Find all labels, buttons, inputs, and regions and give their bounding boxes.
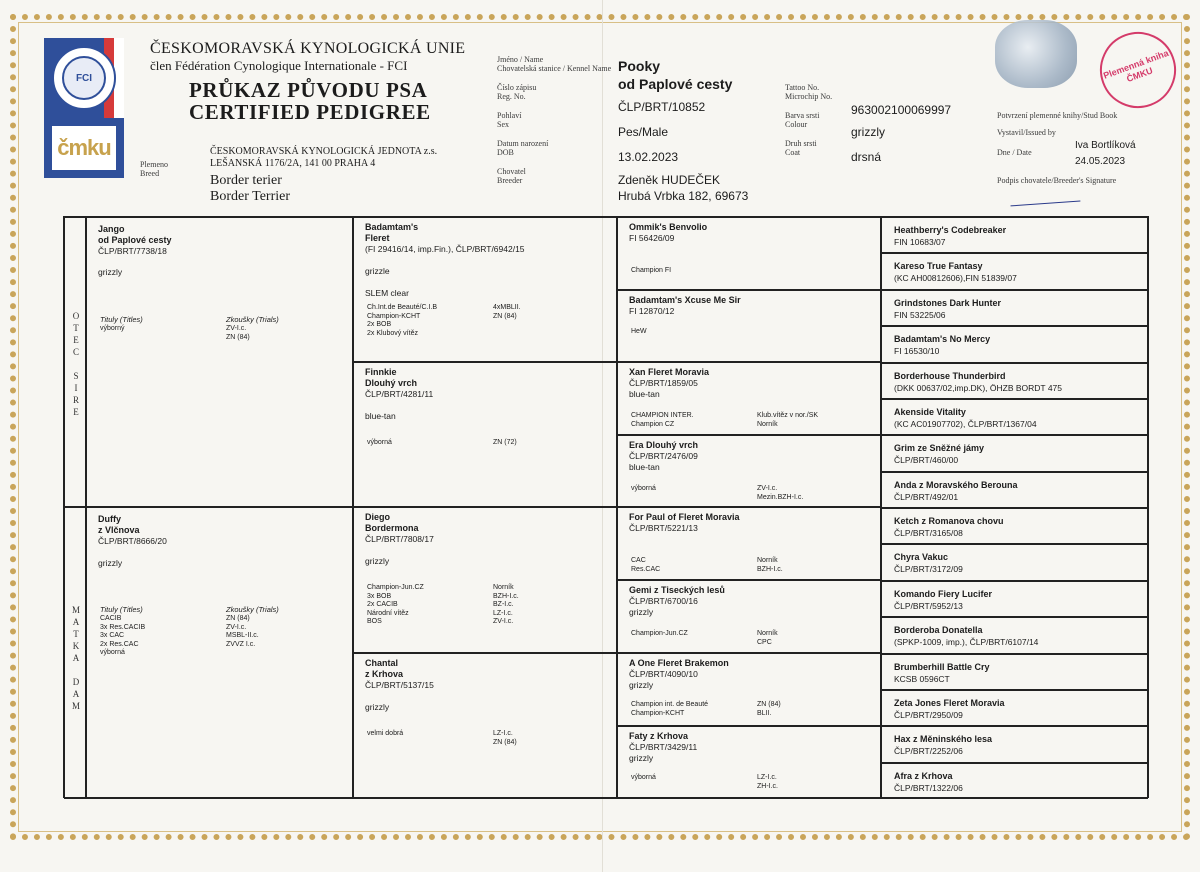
gen1-dam-colour: grizzly xyxy=(98,558,123,568)
gen3-colour-6: grizzly xyxy=(629,680,654,690)
gen4-name: Grindstones Dark Hunter xyxy=(894,298,1002,308)
dam-side-cell xyxy=(64,507,86,799)
hologram-sticker-icon xyxy=(995,20,1077,88)
breed-en: Border Terrier xyxy=(210,189,291,204)
gen2-name-1: Finnkie Dlouhý vrch xyxy=(365,367,418,388)
gen3-titles-6: Champion int. de Beauté Champion-KCHT xyxy=(631,701,709,717)
gen4-cell xyxy=(881,654,1148,690)
gen4-reg: ČLP/BRT/492/01 xyxy=(894,492,959,502)
gen3-name-2: Xan Fleret Moravia xyxy=(629,367,710,377)
sire-side-cell xyxy=(64,217,86,507)
gen2-cell-0 xyxy=(353,217,617,362)
gen3-titles-3: výborná xyxy=(631,485,656,492)
gen1-sire-titles: výborný xyxy=(100,325,125,332)
gen4-reg: ČLP/BRT/2252/06 xyxy=(894,746,963,756)
tattoo-label: Tattoo No. Microchip No. xyxy=(785,83,833,101)
gen3-colour-2: blue-tan xyxy=(629,389,660,399)
gen1-dam-titles: CACIB 3x Res.CACIB 3x CAC 2x Res.CAC výborná xyxy=(100,615,146,656)
gen3-trials-7: LZ-I.c. ZH-I.c. xyxy=(757,774,778,790)
gen3-trials-4: Norník BZH-I.c. xyxy=(757,557,783,573)
gen4-cell xyxy=(881,363,1148,399)
gen4-reg: (SPKP-1009, imp.), ČLP/BRT/6107/14 xyxy=(894,637,1039,647)
gen3-trials-6: ZN (84) BLII. xyxy=(757,701,781,717)
sex-value: Pes/Male xyxy=(618,125,669,139)
gen4-cell xyxy=(881,617,1148,654)
gen3-name-0: Ommik's Benvolio xyxy=(629,222,708,232)
gen4-reg: ČLP/BRT/1322/06 xyxy=(894,783,963,793)
gen3-trials-2: Klub.vítěz v nor./SK Norník xyxy=(757,412,819,428)
gen4-name: Komando Fiery Lucifer xyxy=(894,589,993,599)
gen4-cell xyxy=(881,399,1148,435)
gen4-name: Ketch z Romanova chovu xyxy=(894,516,1004,526)
gen2-trials-2: Norník BZH-I.c. BZ-I.c. LZ-I.c. ZV-I.c. xyxy=(493,584,519,625)
dam-side-label: M A T K A D A M xyxy=(71,605,80,711)
breed-cz: Border terier xyxy=(210,173,282,188)
gen3-colour-5: grizzly xyxy=(629,607,654,617)
gen2-cell-3 xyxy=(353,653,617,799)
date-label: Dne / Date xyxy=(997,148,1032,157)
club-address: LEŠANSKÁ 1176/2A, 141 00 PRAHA 4 xyxy=(210,158,376,169)
gen4-cell xyxy=(881,253,1148,290)
gen2-titles-0: Ch.Int.de Beauté/C.I.B Champion-KCHT 2x BOB 2x Klubový vítěz xyxy=(367,304,438,337)
gen3-name-3: Era Dlouhý vrch xyxy=(629,440,699,450)
gen1-dam-titles-label: Tituly (Titles) xyxy=(100,605,143,614)
gen3-reg-2: ČLP/BRT/1859/05 xyxy=(629,378,698,388)
gen3-cell-5 xyxy=(617,580,881,653)
gen4-reg: (KC AH00812606),FIN 51839/07 xyxy=(894,273,1017,283)
gen4-cell xyxy=(881,326,1148,363)
gen2-extra-0: SLEM clear xyxy=(365,288,409,298)
breed-label: Plemeno Breed xyxy=(140,160,168,178)
gen3-trials-5: Norník CPC xyxy=(757,630,778,646)
issued-label: Vystavil/Issued by xyxy=(997,128,1056,137)
gen2-trials-3: LZ-I.c. ZN (84) xyxy=(493,730,517,746)
org-name: ČESKOMORAVSKÁ KYNOLOGICKÁ UNIE xyxy=(150,40,466,57)
colour-label: Barva srsti Colour xyxy=(785,111,820,129)
gen4-reg: FIN 10683/07 xyxy=(894,237,946,247)
gen2-titles-2: Champion-Jun.CZ 3x BOB 2x CACIB Národní vítěz BOS xyxy=(367,584,424,625)
gen1-sire-cell xyxy=(86,217,353,507)
gen4-reg: ČLP/BRT/5952/13 xyxy=(894,601,963,611)
gen3-titles-1: HeW xyxy=(631,328,647,335)
colour-value: grizzly xyxy=(851,125,886,139)
dog-name-line2: od Paplové cesty xyxy=(618,76,733,92)
gen4-cell xyxy=(881,690,1148,726)
gen3-reg-5: ČLP/BRT/6700/16 xyxy=(629,596,698,606)
gen2-cell-2 xyxy=(353,507,617,653)
gen3-name-7: Faty z Krhova xyxy=(629,731,689,741)
gen3-cell-0 xyxy=(617,217,881,290)
reg-label: Číslo zápisu Reg. No. xyxy=(497,83,537,101)
gen4-name: Afra z Krhova xyxy=(894,771,953,781)
gen4-name: Borderhouse Thunderbird xyxy=(894,371,1006,381)
sex-label: Pohlaví Sex xyxy=(497,111,522,129)
gen2-reg-0: (FI 29416/14, imp.Fin.), ČLP/BRT/6942/15 xyxy=(365,244,525,254)
gen2-trials-1: ZN (72) xyxy=(493,439,517,446)
gen2-titles-1: výborná xyxy=(367,439,392,446)
gen4-reg: KCSB 0596CT xyxy=(894,674,950,684)
gen4-name: Grim ze Sněžné jámy xyxy=(894,443,985,453)
gen2-colour-1: blue-tan xyxy=(365,411,396,421)
gen3-colour-3: blue-tan xyxy=(629,462,660,472)
gen3-reg-1: FI 12870/12 xyxy=(629,306,675,316)
coat-value: drsná xyxy=(851,150,882,164)
studbook-label: Potvrzení plemenné knihy/Stud Book xyxy=(997,111,1118,120)
reg-value: ČLP/BRT/10852 xyxy=(618,100,706,114)
gen1-dam-cell xyxy=(86,507,353,799)
gen3-titles-7: výborná xyxy=(631,774,656,781)
gen4-name: Badamtam's No Mercy xyxy=(894,334,991,344)
gen4-name: Akenside Vitality xyxy=(894,407,966,417)
gen4-cell xyxy=(881,763,1148,799)
title-cz: PRŮKAZ PŮVODU PSA xyxy=(189,78,428,102)
gen2-name-0: Badamtam's Fleret xyxy=(365,222,419,243)
gen2-reg-1: ČLP/BRT/4281/11 xyxy=(365,389,434,399)
gen4-cell xyxy=(881,726,1148,763)
gen1-dam-trials-label: Zkoušky (Trials) xyxy=(226,605,279,614)
gen2-reg-2: ČLP/BRT/7808/17 xyxy=(365,534,434,544)
gen3-cell-2 xyxy=(617,362,881,435)
gen2-trials-0: 4xMBLII. ZN (84) xyxy=(493,304,521,320)
title-en: CERTIFIED PEDIGREE xyxy=(189,100,431,124)
gen4-cell xyxy=(881,472,1148,508)
fci-seal-text: FCI xyxy=(62,56,106,100)
gen4-reg: FI 16530/10 xyxy=(894,346,940,356)
gen1-sire-trials-label: Zkoušky (Trials) xyxy=(226,315,279,324)
gen4-reg: (DKK 00637/02,imp.DK), ÖHZB BORDT 475 xyxy=(894,383,1063,393)
gen4-cell xyxy=(881,581,1148,617)
gen4-name: Chyra Vakuc xyxy=(894,552,949,562)
signature-label: Podpis chovatele/Breeder's Signature xyxy=(997,176,1117,185)
gen4-name: Anda z Moravského Berouna xyxy=(894,480,1018,490)
gen3-name-4: For Paul of Fleret Moravia xyxy=(629,512,740,522)
dob-value: 13.02.2023 xyxy=(618,150,679,164)
gen4-name: Zeta Jones Fleret Moravia xyxy=(894,698,1005,708)
pedigree-table xyxy=(63,216,1149,798)
gen4-name: Kareso True Fantasy xyxy=(894,261,983,271)
gen2-colour-3: grizzly xyxy=(365,702,390,712)
gen4-reg: FIN 53225/06 xyxy=(894,310,946,320)
breeder-label: Chovatel Breeder xyxy=(497,167,526,185)
gen4-cell xyxy=(881,508,1148,544)
gen1-sire-colour: grizzly xyxy=(98,267,123,277)
gen3-titles-2: CHAMPION INTER. Champion CZ xyxy=(631,412,694,428)
gen2-titles-3: velmi dobrá xyxy=(367,730,404,737)
cmku-logo xyxy=(44,38,124,178)
org-fci: člen Fédération Cynologique Internationale - FCI xyxy=(150,58,408,73)
gen4-name: Hax z Měninského lesa xyxy=(894,734,993,744)
club-name: ČESKOMORAVSKÁ KYNOLOGICKÁ JEDNOTA z.s. xyxy=(210,146,438,157)
sire-side-label: O T E C S I R E xyxy=(72,311,80,417)
gen4-name: Heathberry's Codebreaker xyxy=(894,225,1007,235)
gen3-trials-3: ZV-I.c. Mezin.BZH-I.c. xyxy=(757,485,804,501)
cmku-mark-text: čmku xyxy=(52,126,116,170)
gen3-titles-5: Champion-Jun.CZ xyxy=(631,630,688,637)
chip-value: 963002100069997 xyxy=(851,103,952,117)
gen2-reg-3: ČLP/BRT/5137/15 xyxy=(365,680,434,690)
gen2-name-3: Chantal z Krhova xyxy=(365,658,404,679)
gen4-name: Borderoba Donatella xyxy=(894,625,983,635)
gen3-cell-7 xyxy=(617,726,881,799)
gen4-cell xyxy=(881,544,1148,581)
gen3-name-1: Badamtam's Xcuse Me Sir xyxy=(629,295,741,305)
gen4-cell xyxy=(881,217,1148,253)
gen3-name-5: Gemi z Tiseckých lesů xyxy=(629,585,725,595)
fci-seal-icon xyxy=(52,46,116,110)
date-value: 24.05.2023 xyxy=(1075,156,1126,167)
gen3-name-6: A One Fleret Brakemon xyxy=(629,658,729,668)
coat-label: Druh srsti Coat xyxy=(785,139,817,157)
gen4-reg: ČLP/BRT/2950/09 xyxy=(894,710,963,720)
gen3-reg-0: FI 56426/09 xyxy=(629,233,675,243)
gen4-reg: ČLP/BRT/3172/09 xyxy=(894,564,963,574)
gen4-reg: ČLP/BRT/460/00 xyxy=(894,455,959,465)
gen2-colour-2: grizzly xyxy=(365,556,390,566)
gen4-reg: ČLP/BRT/3165/08 xyxy=(894,528,963,538)
gen3-titles-4: CAC Res.CAC xyxy=(631,557,661,573)
gen3-reg-3: ČLP/BRT/2476/09 xyxy=(629,451,698,461)
gen2-colour-0: grizzle xyxy=(365,266,390,276)
gen4-cell xyxy=(881,435,1148,472)
gen3-cell-3 xyxy=(617,435,881,507)
gen2-name-2: Diego Bordermona xyxy=(365,512,419,533)
gen3-reg-7: ČLP/BRT/3429/11 xyxy=(629,742,698,752)
gen2-cell-1 xyxy=(353,362,617,507)
gen1-dam-reg: ČLP/BRT/8666/20 xyxy=(98,536,167,546)
dog-name-line1: Pooky xyxy=(618,58,661,74)
gen3-titles-0: Champion FI xyxy=(631,267,672,274)
dob-label: Datum narození DOB xyxy=(497,139,549,157)
gen3-cell-1 xyxy=(617,290,881,362)
breeder-address: Hrubá Vrbka 182, 69673 xyxy=(618,189,749,203)
gen4-name: Brumberhill Battle Cry xyxy=(894,662,990,672)
gen4-cell xyxy=(881,290,1148,326)
stamp-text: Plemenná kniha ČMKU xyxy=(1102,47,1170,85)
gen3-reg-6: ČLP/BRT/4090/10 xyxy=(629,669,698,679)
gen3-colour-7: grizzly xyxy=(629,753,654,763)
gen3-cell-4 xyxy=(617,507,881,580)
gen1-sire-reg: ČLP/BRT/7738/18 xyxy=(98,246,167,256)
gen1-sire-trials: ZV-I.c. ZN (84) xyxy=(226,325,250,341)
breeder-name: Zdeněk HUDEČEK xyxy=(618,173,721,187)
gen1-sire-name: Jango od Paplové cesty xyxy=(98,224,172,245)
name-label: Jméno / Name Chovatelská stanice / Kennel Name xyxy=(497,55,612,73)
gen1-sire-titles-label: Tituly (Titles) xyxy=(100,315,143,324)
gen3-cell-6 xyxy=(617,653,881,726)
gen4-reg: (KC AC01907702), ČLP/BRT/1367/04 xyxy=(894,419,1037,429)
gen1-dam-name: Duffy z Vlčnova xyxy=(98,514,140,535)
gen1-dam-trials: ZN (84) ZV-I.c. MSBL-II.c. ZVVZ I.c. xyxy=(226,615,259,648)
issued-value: Iva Bortlíková xyxy=(1075,140,1136,151)
gen3-reg-4: ČLP/BRT/5221/13 xyxy=(629,523,698,533)
